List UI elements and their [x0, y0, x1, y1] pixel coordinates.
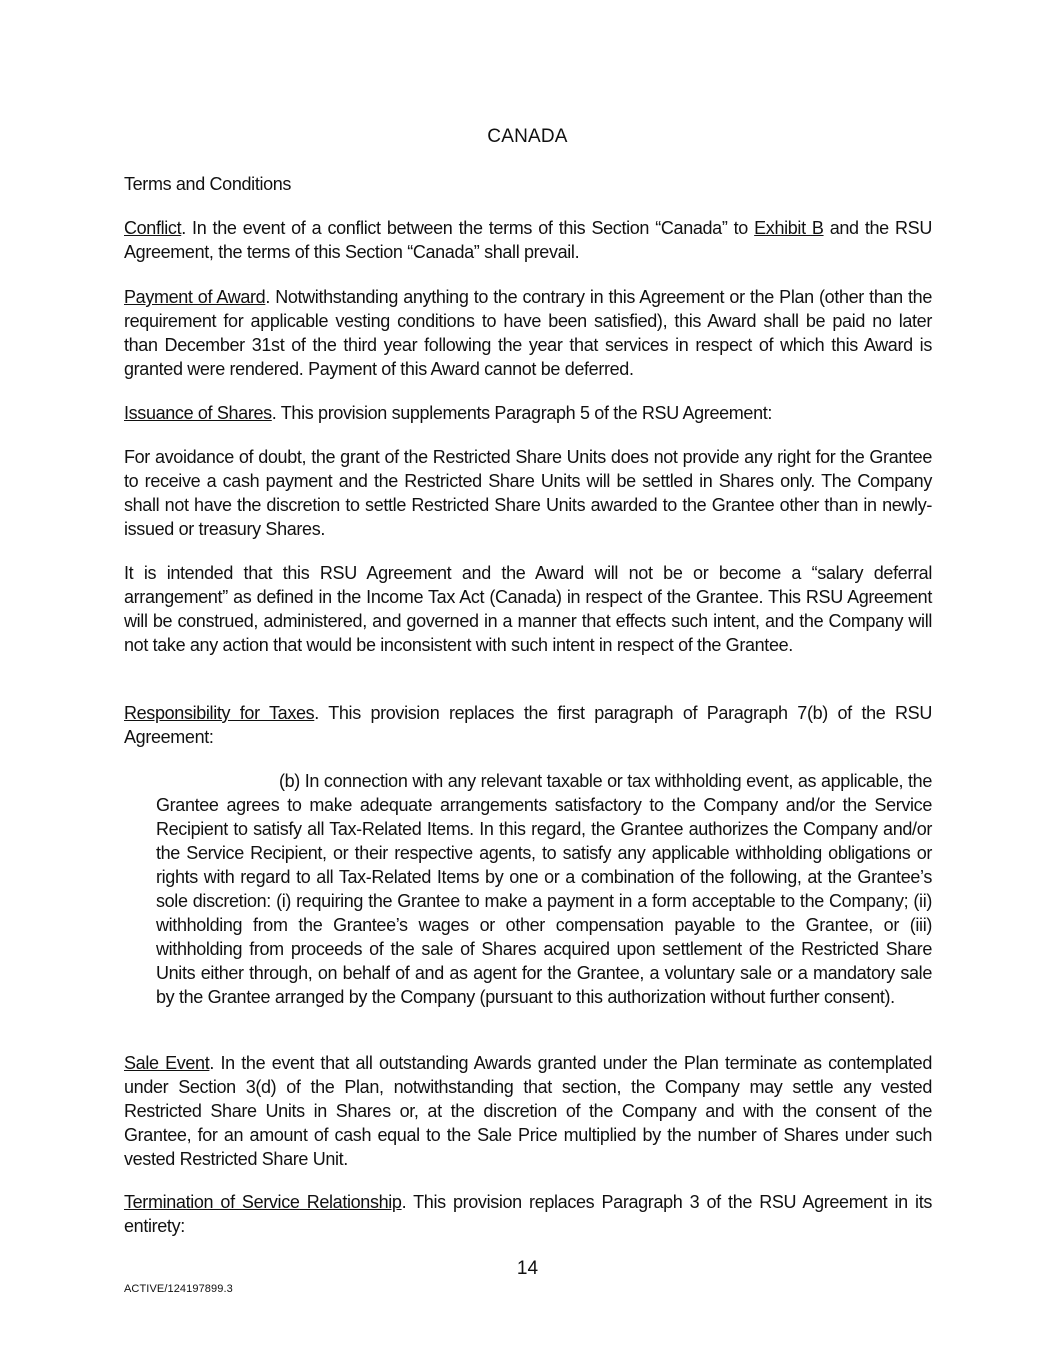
payment-title: Payment of Award	[124, 287, 266, 307]
sale-event-title: Sale Event	[124, 1053, 210, 1073]
conflict-section	[124, 216, 932, 264]
taxes-text: . This provision replaces the first paragraph of Paragraph 7(b) of the RSU Agreement:	[124, 703, 932, 747]
payment-section	[124, 285, 932, 381]
page-number: 14	[516, 1258, 539, 1279]
termination-title: Termination of Service Relationship	[124, 1192, 402, 1212]
conflict-title: Conflict	[124, 218, 182, 238]
avoidance-section	[124, 445, 932, 541]
intent-paragraph: It is intended that this RSU Agreement and the Award will not be or become a “salary deferral arrangement” as defined in the Income Tax Act (Canada) in respect of the Grantee. This RSU Agreement will be construed, administered, and governed in a manner that effects such intent, and the Company will not take any action that would be inconsistent with such intent in respect of the Grantee.	[124, 563, 932, 655]
issuance-paragraph	[124, 401, 932, 425]
conflict-text-2: and the RSU Agreement, the terms of this Section “Canada” shall prevail.	[124, 218, 932, 262]
document-id: ACTIVE/124197899.3	[124, 1283, 233, 1295]
taxes-paragraph	[124, 701, 932, 749]
terms-title: Terms and Conditions	[124, 174, 292, 194]
terms-title-block	[124, 172, 932, 196]
intent-section	[124, 561, 932, 657]
issuance-section	[124, 401, 932, 425]
sale-event-paragraph	[124, 1051, 932, 1171]
termination-section	[124, 1190, 932, 1238]
exhibit-b-reference: Exhibit B	[754, 218, 824, 238]
payment-paragraph	[124, 285, 932, 381]
taxes-quote: (b) In connection with any relevant taxable or tax withholding event, as applicable, the Grantee agrees to make adequate arrangements satisfactory to the Company and/or the Service Recipient to satisfy all Tax-Related Items. In this regard, the Grantee authorizes the Company and/or the Service Recipient, or their respective agents, to satisfy any applicable withholding obligations or rights with regard to all Tax-Related Items by one or a combination of the following, at the Grantee’s sole discretion: (i) requiring the Grantee to make a payment in a form acceptable to the Company; (ii) withholding from the Grantee’s wages or other compensation payable to the Grantee, or (iii) withholding from proceeds of the sale of Shares acquired upon settlement of the Restricted Share Units either through, on behalf of and as agent for the Grantee, a voluntary sale or a mandatory sale by the Grantee arranged by the Company (pursuant to this authorization without further consent).	[156, 771, 932, 1007]
taxes-section	[124, 701, 932, 749]
termination-text: . This provision replaces Paragraph 3 of the RSU Agreement in its entirety:	[124, 1192, 933, 1236]
page-heading: CANADA	[487, 126, 568, 147]
taxes-quote-block	[156, 769, 932, 1009]
issuance-text: . This provision supplements Paragraph 5 of the RSU Agreement:	[271, 403, 773, 423]
termination-paragraph	[124, 1190, 932, 1238]
conflict-text-1: . In the event of a conflict between the terms of this Section “Canada” to	[181, 218, 755, 238]
sale-event-text: . In the event that all outstanding Awards granted under the Plan terminate as contemplated under Section 3(d) of the Plan, notwithstanding that section, the Company may settle any vested Restricted Share Units in Shares or, at the discretion of the Company and with the consent of the Grantee, for an amount of cash equal to the Sale Price multiplied by the number of Shares under such vested Restricted Share Unit.	[124, 1053, 932, 1169]
sale-event-section	[124, 1051, 932, 1171]
taxes-title: Responsibility for Taxes	[124, 703, 315, 723]
conflict-paragraph	[124, 216, 932, 264]
avoidance-paragraph: For avoidance of doubt, the grant of the Restricted Share Units does not provide any right for the Grantee to receive a cash payment and the Restricted Share Units will be settled in Shares only. The Company shall not have the discretion to settle Restricted Share Units awarded to the Grantee other than in newly-issued or treasury Shares.	[124, 447, 932, 539]
payment-text: . Notwithstanding anything to the contrary in this Agreement or the Plan (other than the requirement for applicable vesting conditions to have been satisfied), this Award shall be paid no later than December 31st of the third year following the year that services in respect of which this Award is granted were rendered. Payment of this Award cannot be deferred.	[124, 287, 932, 379]
issuance-title: Issuance of Shares	[124, 403, 272, 423]
